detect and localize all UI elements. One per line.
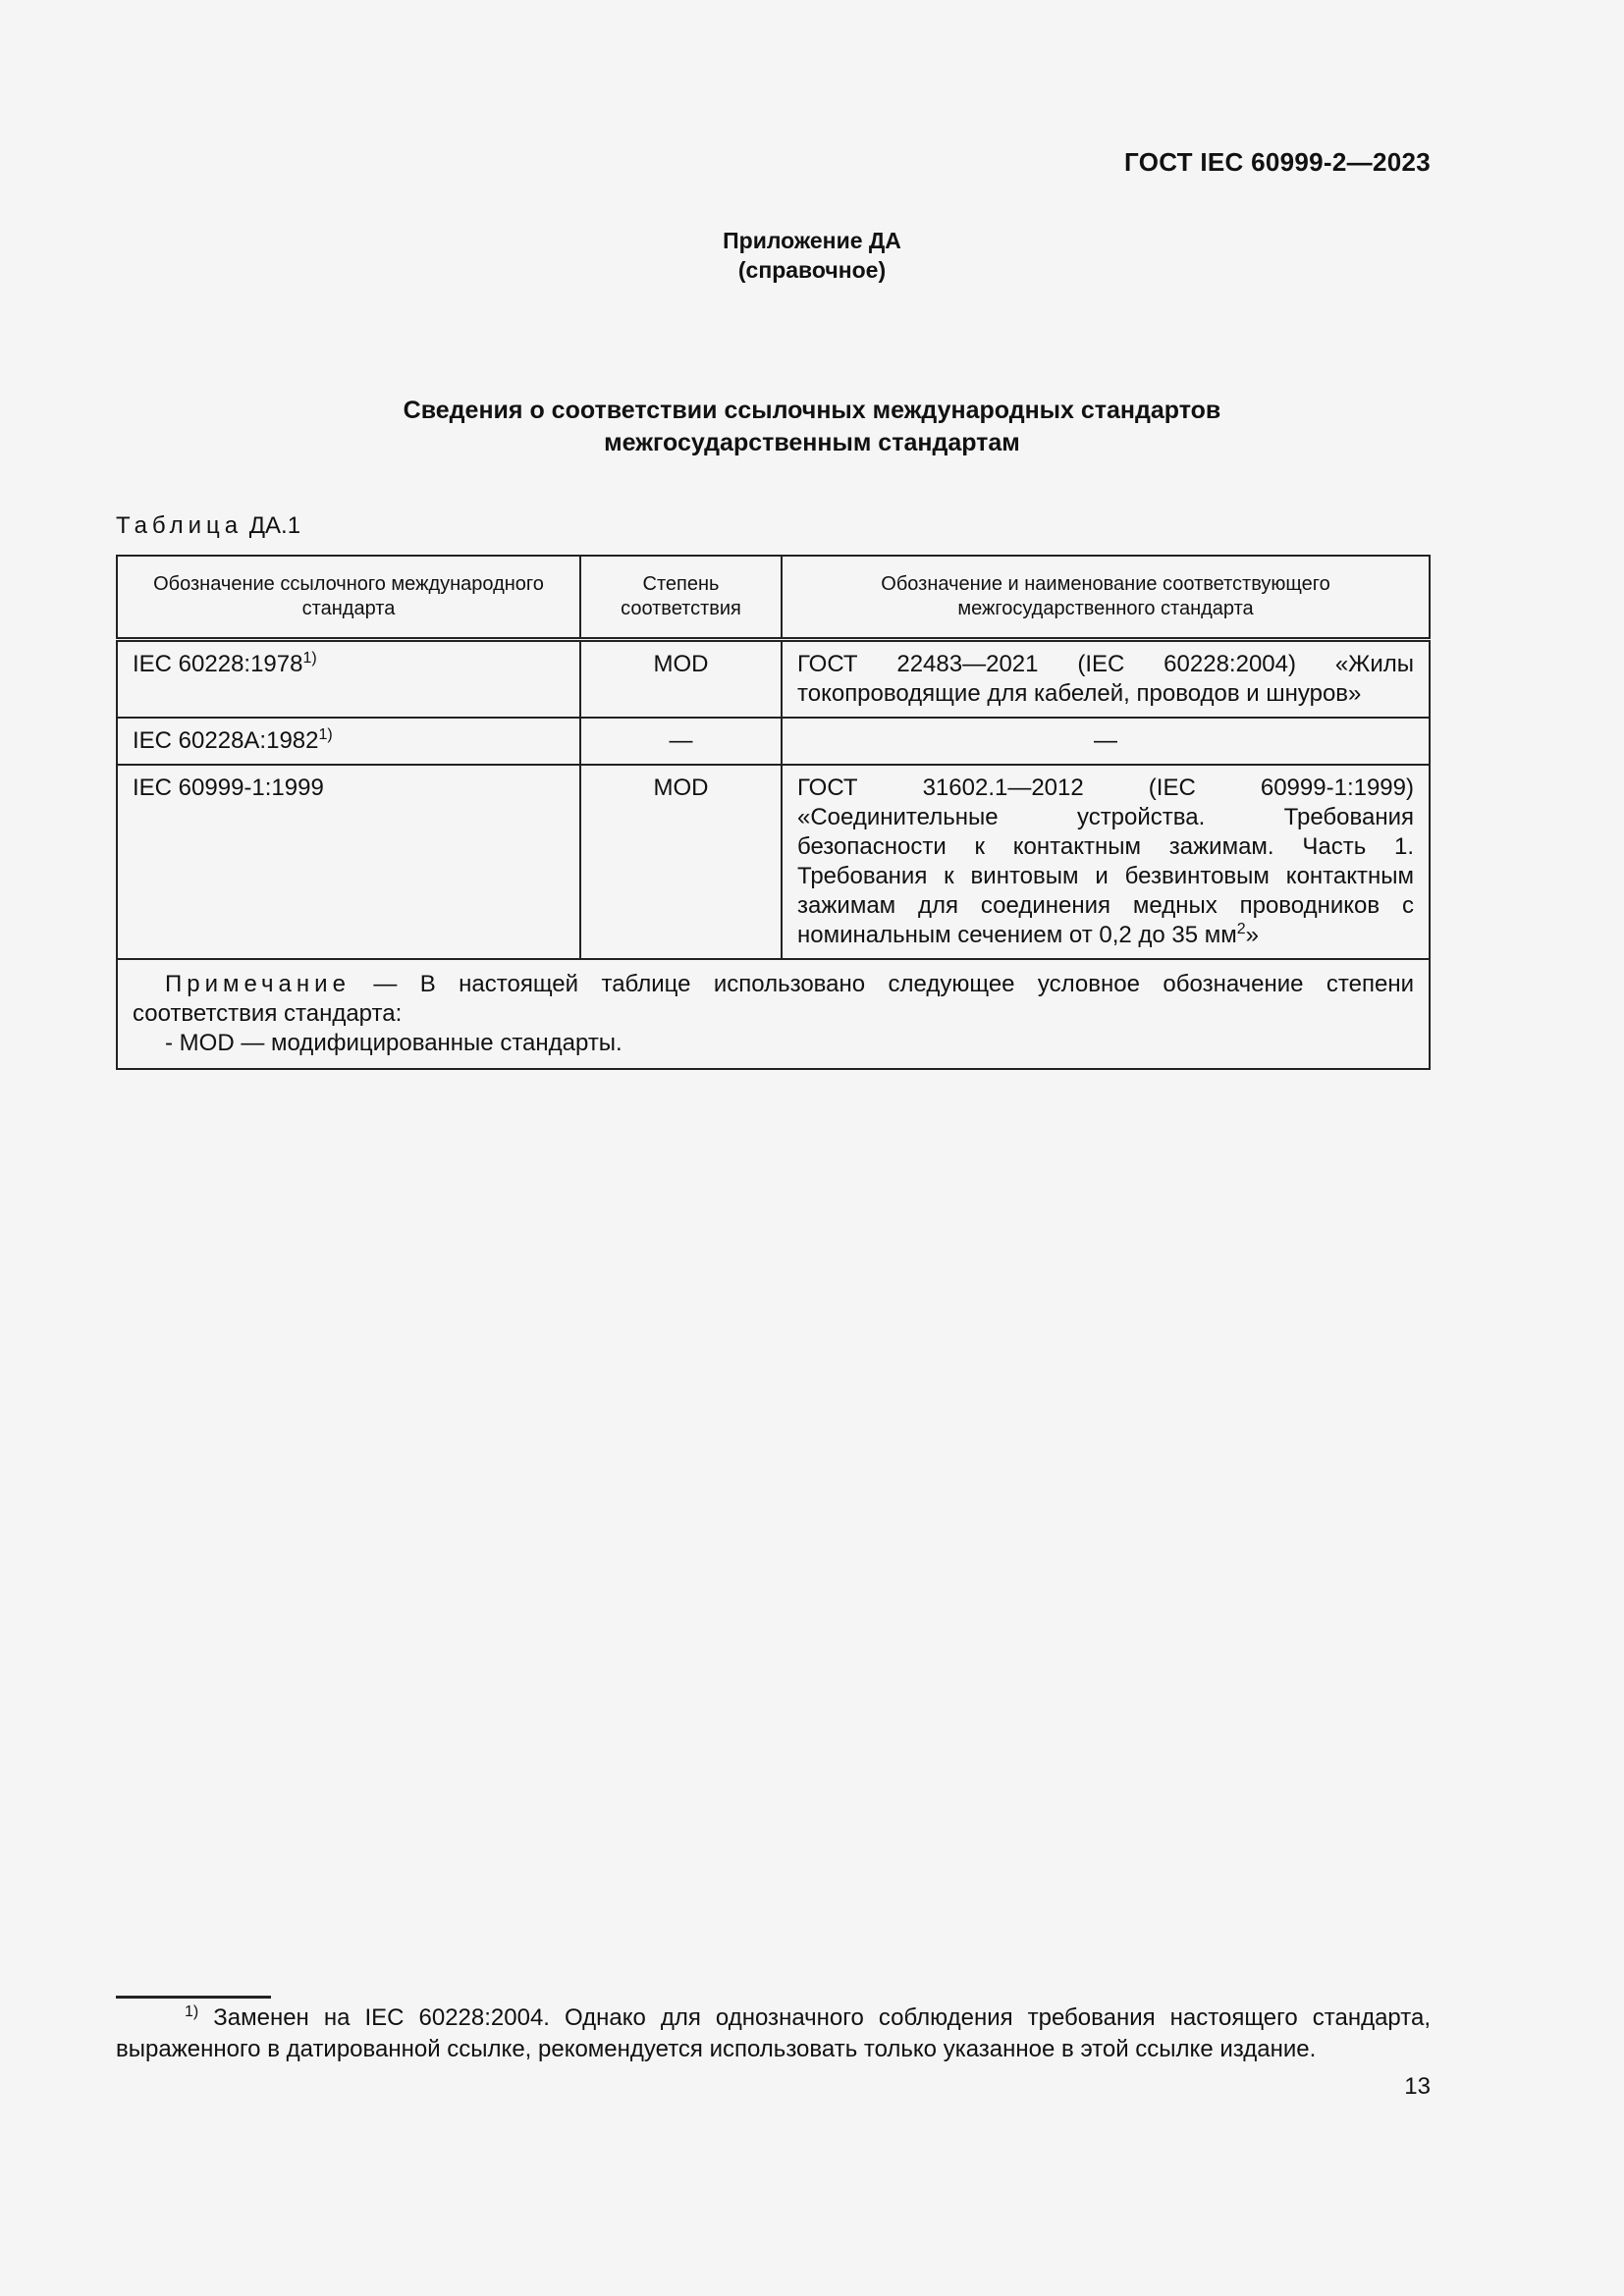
cell-national-standard: —: [782, 718, 1430, 765]
header-national-standard: Обозначение и наименование соответствующего межгосударственного стандарта: [782, 556, 1430, 640]
section-title-line-1: Сведения о соответствии ссылочных международных стандартов: [403, 397, 1221, 424]
footnote: [116, 2002, 1431, 2065]
table-note: [117, 959, 1430, 1069]
appendix-subtitle: (справочное): [737, 257, 887, 283]
cell-degree: MOD: [580, 765, 782, 959]
footnote-ref: 1): [302, 650, 317, 667]
superscript-2: 2: [1236, 921, 1246, 937]
table-row: [117, 640, 1430, 719]
cell-intl-standard: IEC 60228A:1982$^{1)}$: [117, 718, 580, 765]
header-intl-standard: Обозначение ссылочного международного стандарта: [117, 556, 580, 640]
note-label: Примечание: [165, 971, 351, 997]
note-item: - MOD — модифицированные стандарты.: [165, 1030, 623, 1056]
footnote-ref: 1): [318, 726, 333, 743]
table-row: [117, 718, 1430, 765]
standards-table: [116, 555, 1431, 1070]
section-title-line-2: межгосударственным стандартам: [604, 429, 1020, 456]
appendix-heading: [0, 226, 1624, 285]
table-row: [117, 765, 1430, 959]
footnote-separator: [116, 1996, 271, 1999]
cell-intl-standard: IEC 60228:1978$^{1)}$: [117, 640, 580, 719]
footnote-text: Заменен на IEC 60228:2004. Однако для однозначного соблюдения требования настоящего стандарта, выраженного в датированной ссылке, рекомендуется использовать только указанное в этой ссылке издание.: [116, 2004, 1431, 2062]
section-title: [0, 395, 1624, 459]
note-paragraph: [133, 970, 1414, 1029]
table-label-number: ДА.1: [248, 512, 301, 539]
page-number: 13: [1404, 2073, 1431, 2100]
cell-intl-standard: IEC 60999-1:1999: [117, 765, 580, 959]
document-code: ГОСТ IEC 60999-2—2023: [1124, 147, 1431, 177]
header-degree: Степень соответствия: [580, 556, 782, 640]
cell-national-standard: ГОСТ 31602.1—2012 (IEC 60999-1:1999) «Соединительные устройства. Требования безопасности к контактным зажимам. Часть 1. Требования к винтовым и безвинтовым контактным зажимам для соединения медных проводников с номинальным сечением от 0,2 до 35 $мм^2$»: [782, 765, 1430, 959]
cell-degree: MOD: [580, 640, 782, 719]
table-label-word: Таблица: [116, 512, 244, 539]
table-label: [116, 512, 300, 540]
table-header-row: [117, 556, 1430, 640]
note-text: — В настоящей таблице использовано следующее условное обозначение степени соответствия стандарта:: [133, 971, 1414, 1027]
table-note-row: [117, 959, 1430, 1069]
footnote-mark: 1): [185, 2003, 199, 2020]
cell-national-standard: ГОСТ 22483—2021 (IEC 60228:2004) «Жилы токопроводящие для кабелей, проводов и шнуров»: [782, 640, 1430, 719]
appendix-title: Приложение ДА: [723, 228, 901, 253]
cell-degree: —: [580, 718, 782, 765]
